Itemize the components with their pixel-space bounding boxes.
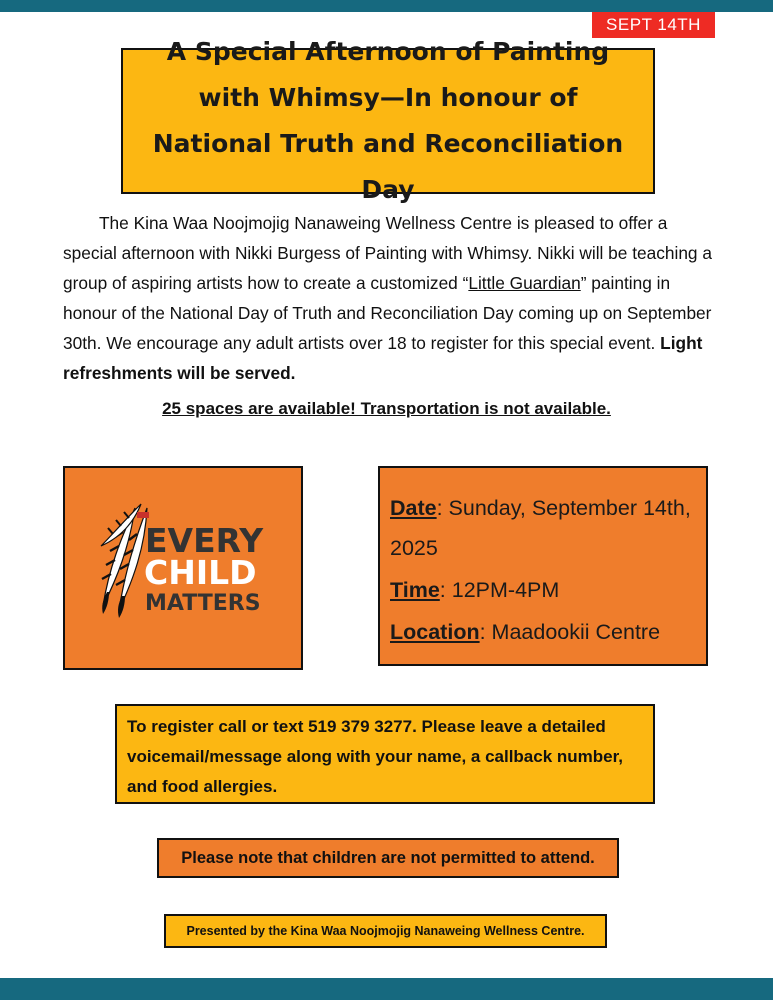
feather-icon bbox=[101, 504, 149, 618]
event-description bbox=[63, 208, 713, 388]
bottom-bar bbox=[0, 978, 773, 1000]
every-child-matters-logo bbox=[65, 468, 301, 668]
little-guardian-text: Little Guardian bbox=[468, 273, 581, 293]
spaces-note: 25 spaces are available! Transportation is not available. bbox=[162, 399, 611, 418]
presented-by-box bbox=[164, 914, 607, 948]
time-label: Time bbox=[390, 578, 440, 602]
date-value: : Sunday, September 14th, 2025 bbox=[390, 496, 691, 560]
location-label: Location bbox=[390, 620, 480, 644]
location-row bbox=[390, 612, 696, 652]
event-details-box bbox=[378, 466, 708, 666]
logo-line-matters: MATTERS bbox=[145, 591, 261, 616]
every-child-matters-logo-box bbox=[63, 466, 303, 670]
logo-line-every: EVERY bbox=[145, 521, 264, 560]
time-row bbox=[390, 570, 696, 610]
date-row bbox=[390, 488, 696, 568]
registration-text: To register call or text 519 379 3277. Please leave a detailed voicemail/message along with your name, a callback number, and food allergies. bbox=[127, 717, 624, 796]
date-label: Date bbox=[390, 496, 437, 520]
location-value: : Maadookii Centre bbox=[479, 620, 661, 644]
children-note: Please note that children are not permitted to attend. bbox=[181, 848, 595, 867]
description-part1: The Kina Waa Noojmojig Nanaweing Wellness Centre is pleased to offer a special afternoon with Nikki Burgess of Painting with Whimsy. Nikki will be teaching a group of aspiring artists how to create a customized “ bbox=[63, 213, 712, 293]
presented-by: Presented by the Kina Waa Noojmojig Nanaweing Wellness Centre. bbox=[186, 924, 585, 938]
description-part2: ” painting in honour of the National Day of Truth and Reconciliation Day coming up on September 30th. We encourage any adult artists over 18 to register for this special event. bbox=[63, 273, 712, 353]
event-title: A Special Afternoon of Painting with Whimsy—In honour of National Truth and Reconciliation Day bbox=[152, 37, 624, 204]
registration-box bbox=[115, 704, 655, 804]
logo-line-child: CHILD bbox=[144, 553, 257, 592]
title-box bbox=[121, 37, 655, 204]
top-bar bbox=[0, 0, 773, 12]
refreshments-note: Light refreshments will be served. bbox=[63, 333, 703, 383]
children-note-box bbox=[157, 838, 619, 878]
date-badge: SEPT 14TH bbox=[592, 12, 715, 38]
time-value: : 12PM-4PM bbox=[439, 578, 560, 602]
